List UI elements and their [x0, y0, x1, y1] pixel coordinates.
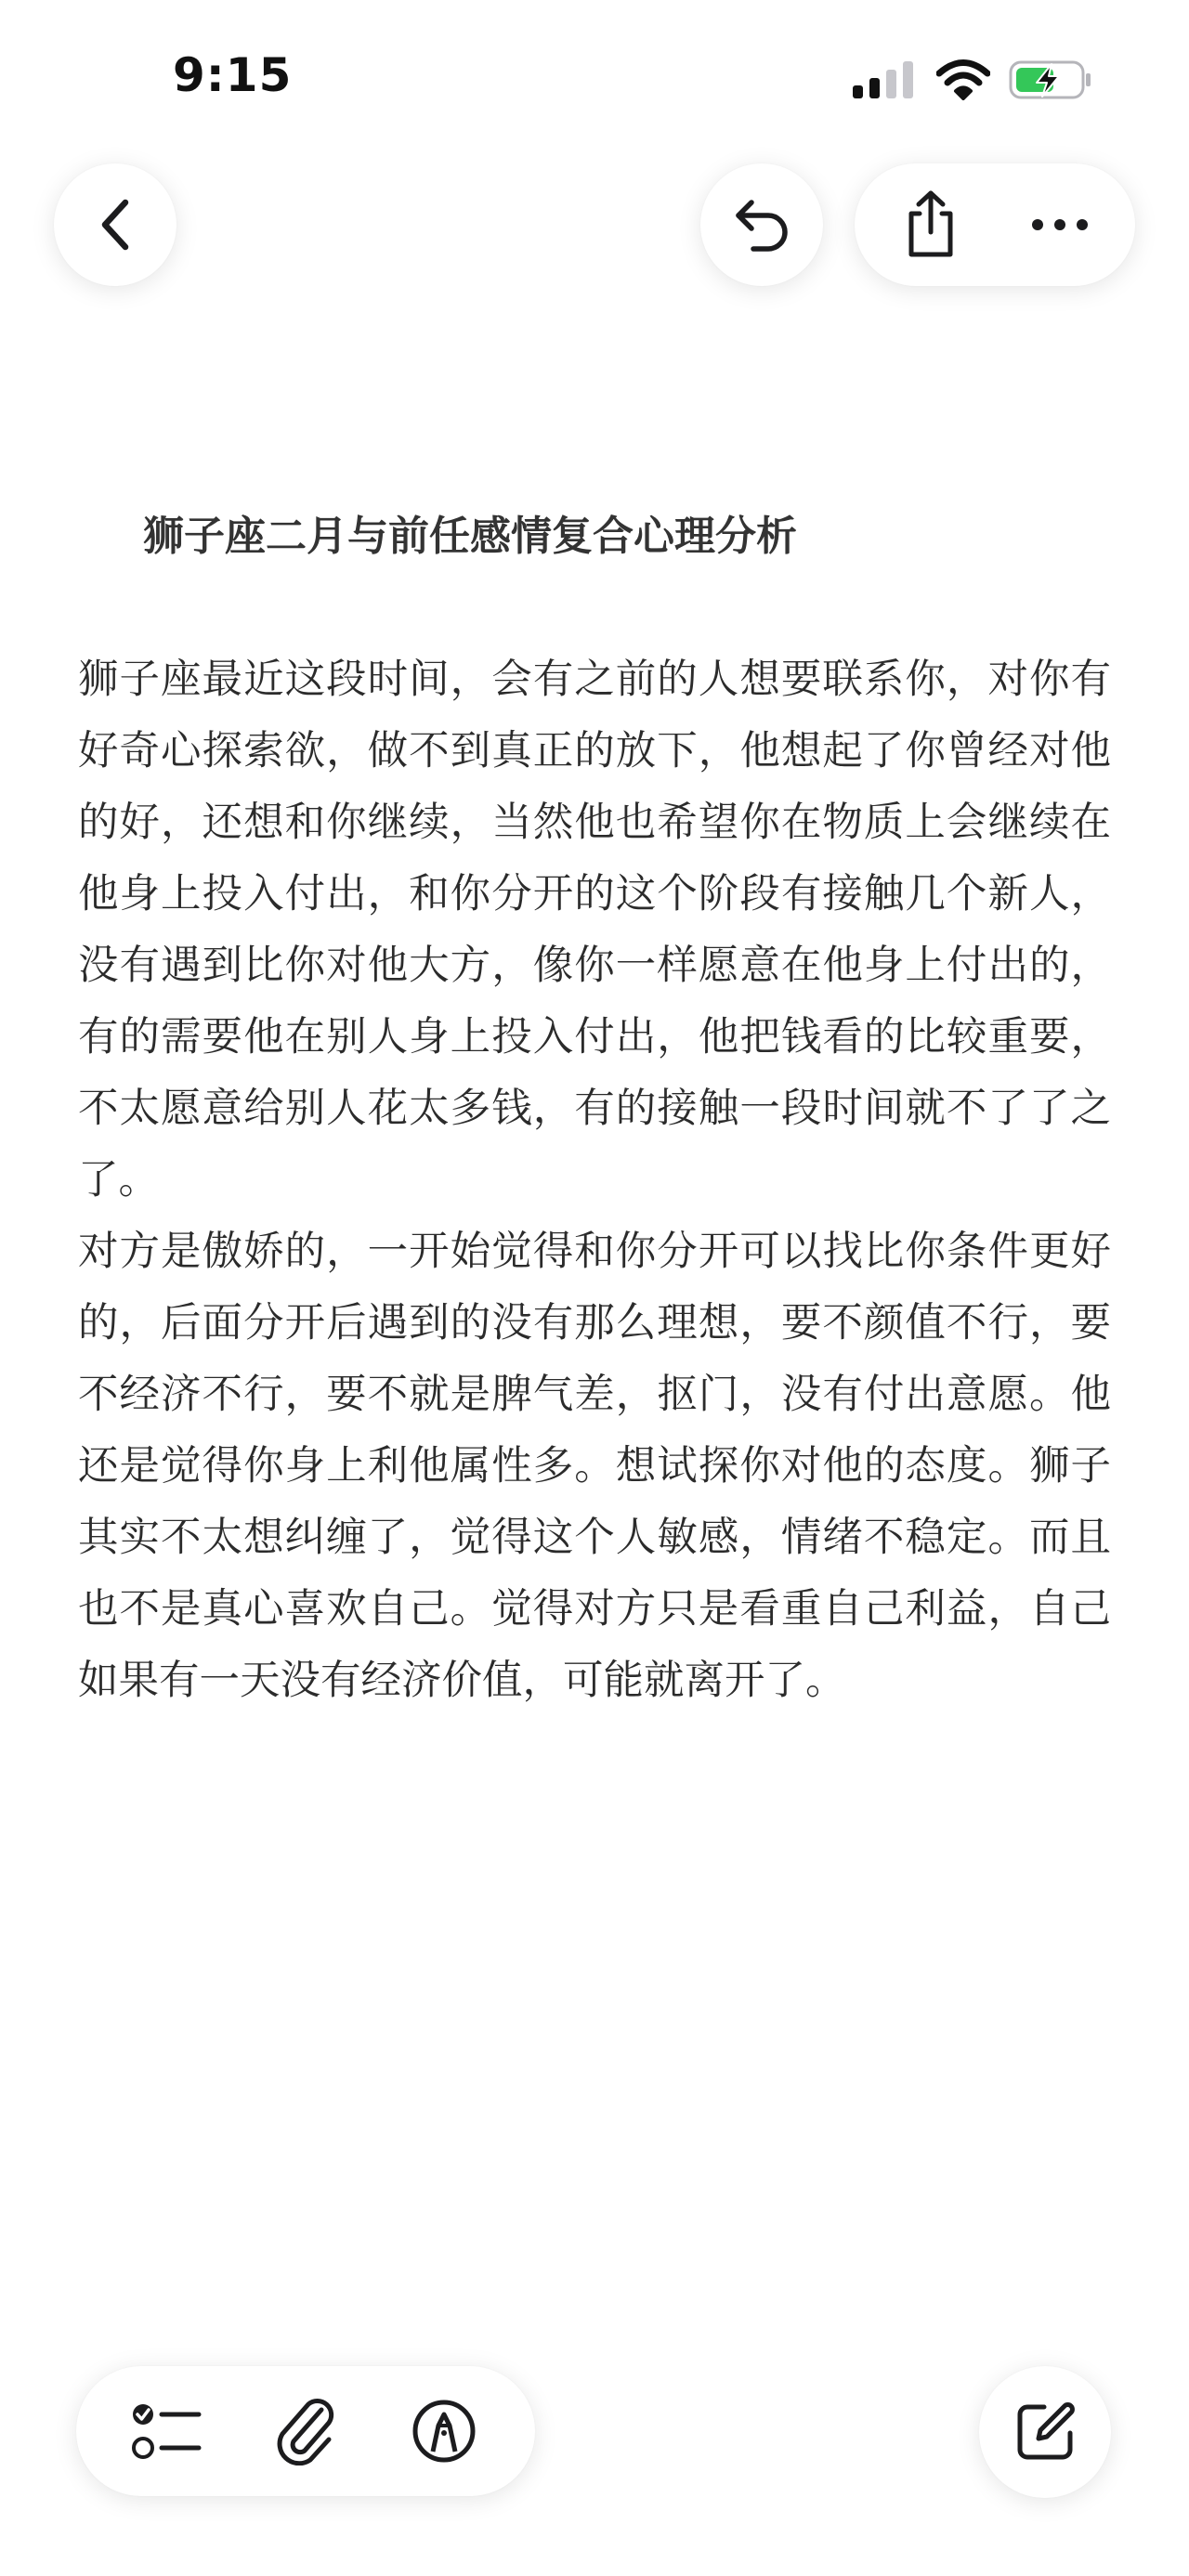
checklist-button[interactable] — [111, 2375, 223, 2487]
battery-charging-icon — [1009, 59, 1092, 100]
cellular-signal-icon — [851, 59, 918, 100]
share-button[interactable] — [875, 169, 986, 280]
back-button[interactable] — [54, 163, 176, 286]
note-paragraph: 对方是傲娇的，一开始觉得和你分开可以找比你条件更好的，后面分开后遇到的没有那么理想，要不颜值不行，要不经济不行，要不就是脾气差，抠门，没有付出意愿。他还是觉得你身上利他属性多。想试探你对他的态度。狮子其实不太想纠缠了，觉得这个人敏感，情绪不稳定。而且也不是真心喜欢自己。觉得对方只是看重自己利益，自己如果有一天没有经济价值，可能就离开了。 — [78, 1229, 1111, 1704]
undo-icon — [729, 197, 794, 253]
compose-icon — [1013, 2400, 1078, 2465]
ellipsis-icon — [1030, 217, 1090, 232]
status-time: 9:15 — [173, 48, 293, 102]
status-icons — [851, 56, 1092, 104]
note-paragraph: 狮子座最近这段时间，会有之前的人想要联系你，对你有好奇心探索欲，做不到真正的放下，他想起了你曾经对他的好，还想和你继续，当然他也希望你在物质上会继续在他身上投入付出，和你分开的这个阶段有接触几个新人，没有遇到比你对他大方，像你一样愿意在他身上付出的，有的需要他在别人身上投入付出，他把钱看的比较重要，不太愿意给别人花太多钱，有的接触一段时间就不了了之了。 — [78, 657, 1111, 1203]
share-icon — [902, 189, 960, 260]
note-title[interactable]: 狮子座二月与前任感情复合心理分析 — [143, 513, 797, 560]
status-bar — [0, 0, 1189, 139]
pen-markup-icon — [411, 2398, 477, 2465]
more-button[interactable] — [1004, 169, 1116, 280]
attachment-button[interactable] — [250, 2375, 361, 2487]
note-body[interactable] — [78, 644, 1111, 1717]
compose-button[interactable] — [979, 2366, 1111, 2498]
bottom-toolbar — [76, 2366, 535, 2496]
markup-button[interactable] — [388, 2375, 500, 2487]
undo-button[interactable] — [700, 163, 823, 286]
paperclip-icon — [273, 2397, 338, 2465]
share-more-group — [855, 163, 1135, 286]
wifi-icon — [936, 59, 990, 100]
checklist-icon — [130, 2399, 204, 2464]
chevron-left-icon — [95, 197, 136, 253]
